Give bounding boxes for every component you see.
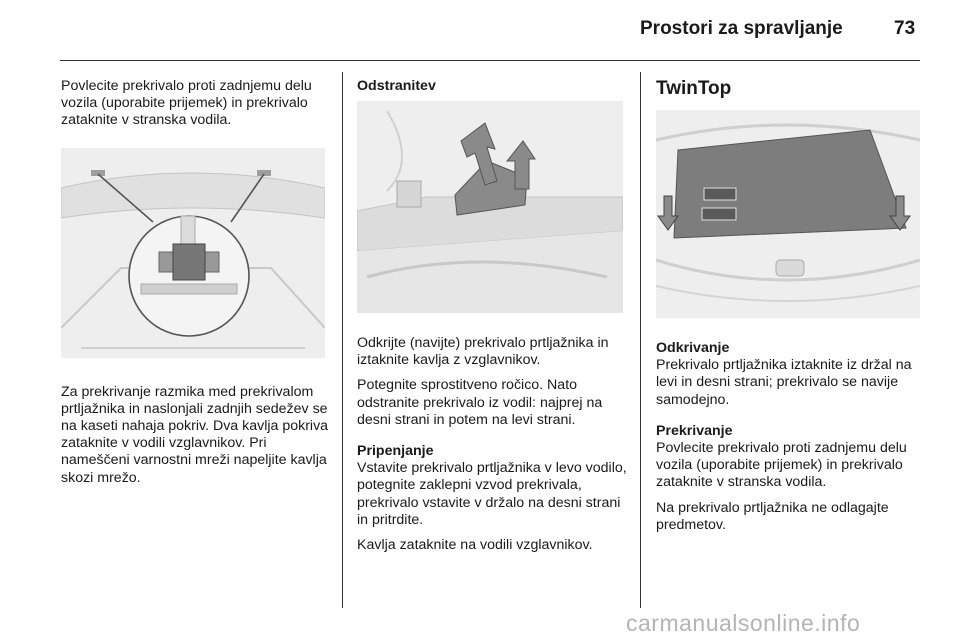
heading-pripenjanje: Pripenjanje — [357, 443, 434, 460]
paragraph-vstavite: Vstavite prekrivalo prtljažnika v levo vodilo, potegnite zaklepni vzvod prekrivala, prekrivalo vstavite v držalo na desni strani in pritrdite. — [357, 460, 627, 528]
column-3 — [656, 78, 926, 542]
watermark: carmanualsonline.info — [626, 610, 861, 636]
body-paragraph: Za prekrivanje razmika med prekrivalom prtljažnika in naslonjali zadnjih sedežev se na kaseti nahaja pokriv. Dva kavlja pokriva zataknite v vodili vzglavnikov. Pri nameščeni varnostni mreži napeljite kavlja skozi mrežo. — [61, 383, 329, 486]
header-divider — [60, 60, 920, 61]
column-divider-right — [640, 72, 641, 608]
paragraph-note: Na prekrivalo prtljažnika ne odlagajte predmetov. — [656, 499, 889, 533]
column-1 — [61, 78, 333, 495]
heading-prekrivanje: Prekrivanje — [656, 422, 733, 439]
heading-odkrivanje: Odkrivanje — [656, 340, 730, 356]
page-number: 73 — [894, 18, 916, 39]
heading-twintop: TwinTop — [656, 78, 732, 99]
intro-paragraph: Povlecite prekrivalo proti zadnjemu delu vozila (uporabite prijemek) in prekrivalo zataknite v stranska vodila. — [61, 78, 312, 129]
cargo-cover-removal-illustration — [357, 101, 623, 313]
paragraph-kavlja: Kavlja zataknite na vodili vzglavnikov. — [357, 537, 593, 554]
section-title: Prostori za spravljanje — [640, 18, 843, 39]
paragraph-prekrivanje: Povlecite prekrivalo proti zadnjemu delu vozila (uporabite prijemek) in prekrivalo zataknite v stranska vodila. — [656, 440, 907, 491]
twintop-cargo-cover-illustration — [656, 110, 920, 318]
paragraph-potegnite: Potegnite sprostitveno ročico. Nato odstranite prekrivalo iz vodil: najprej na desni strani in potem na levi strani. — [357, 377, 603, 428]
paragraph-odkrivanje: Prekrivalo prtljažnika iztaknite iz držal na levi in desni strani; prekrivalo se navije samodejno. — [656, 357, 912, 408]
heading-odstranitev: Odstranitev — [357, 78, 436, 94]
column-2 — [357, 78, 627, 562]
paragraph-odkrijte: Odkrijte (navijte) prekrivalo prtljažnika in iztaknite kavlja z vzglavnikov. — [357, 335, 609, 369]
column-divider-left — [342, 72, 343, 608]
cargo-cover-hook-illustration — [61, 148, 325, 358]
